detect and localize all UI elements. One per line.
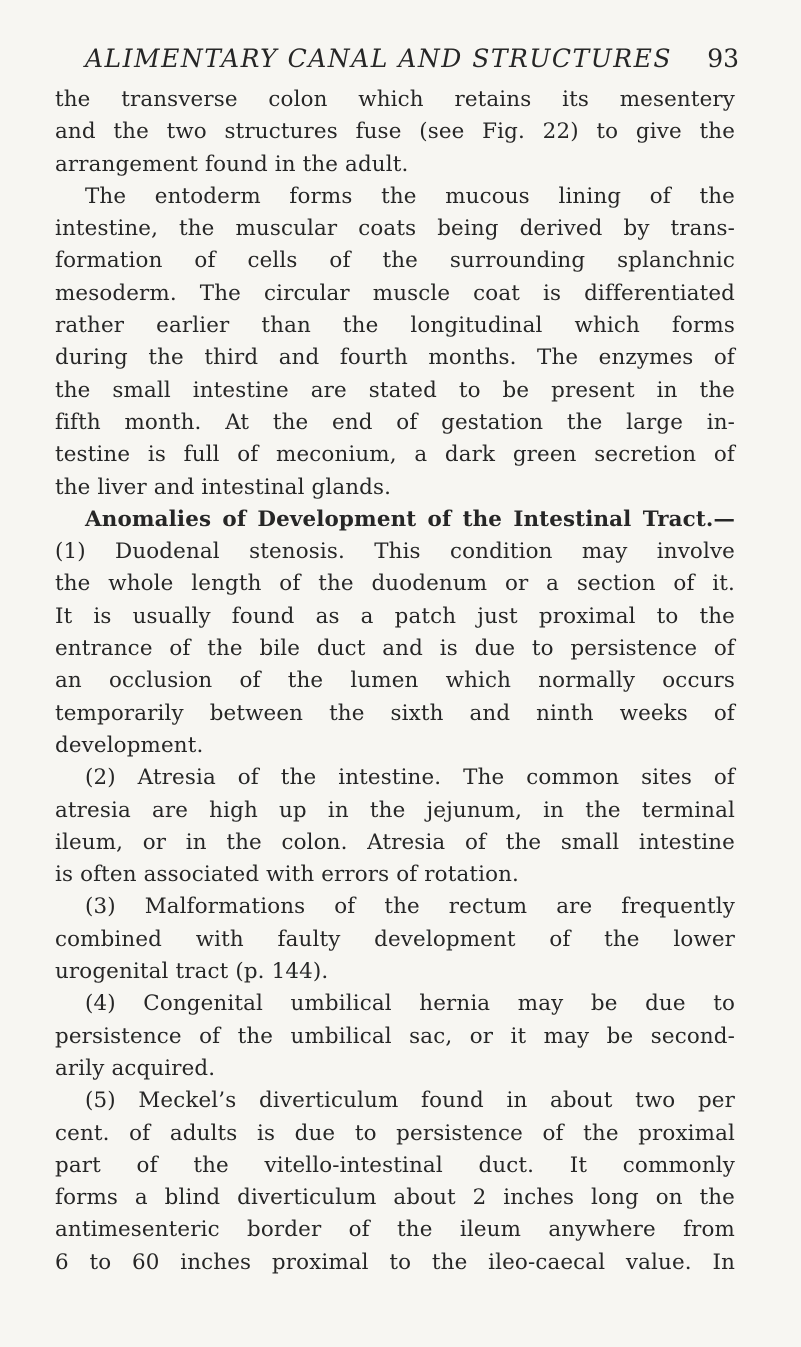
text-line: mesoderm. The circular muscle coat is differentiated [55,280,735,306]
text-line: intestine, the muscular coats being derived by trans- [55,216,735,242]
text-line: forms a blind diverticulum about 2 inches long on the [55,1185,735,1211]
text-line: (1) Duodenal stenosis. This condition may involve [55,539,735,565]
paragraph [55,762,735,891]
text-line: ileum, or in the colon. Atresia of the small intestine [55,829,735,855]
paragraph [55,84,735,181]
text-line: antimesenteric border of the ileum anywhere from [55,1217,735,1243]
text-line: the small intestine are stated to be present in the [55,377,735,403]
text-line: 6 to 60 inches proximal to the ileo-caecal value. In [55,1249,735,1275]
running-head [55,44,739,84]
paragraph [55,891,735,988]
text-line: temporarily between the sixth and ninth weeks of [55,700,735,726]
text-line: cent. of adults is due to persistence of the proximal [55,1120,735,1146]
paragraph [55,988,735,1085]
book-page [55,44,739,1279]
text-line: the transverse colon which retains its mesentery [55,87,735,112]
text-line: entrance of the bile duct and is due to persistence of [55,636,735,662]
page-number: 93 [707,44,739,73]
text-line: (5) Meckel’s diverticulum found in about two per [85,1088,735,1114]
text-line: fifth month. At the end of gestation the large in- [55,409,735,435]
running-head-title: ALIMENTARY CANAL AND STRUCTURES [85,44,672,73]
text-line: arily acquired. [55,1055,216,1081]
text-line: the liver and intestinal glands. [55,474,392,500]
text-line: (3) Malformations of the rectum are frequently [85,894,735,920]
text-line: the whole length of the duodenum or a section of it. [55,571,735,597]
text-line: urogenital tract (p. 144). [55,959,329,985]
text-line: It is usually found as a patch just proximal to the [55,603,735,629]
text-line: persistence of the umbilical sac, or it may be second- [55,1023,735,1049]
text-line: The entoderm forms the mucous lining of the [85,183,735,209]
text-line: development. [55,732,204,758]
paragraph [55,504,735,762]
body-text [55,84,735,1279]
text-line: formation of cells of the surrounding splanchnic [55,248,735,274]
text-line: rather earlier than the longitudinal which forms [55,313,735,339]
text-line: is often associated with errors of rotation. [55,862,520,888]
text-line: (4) Congenital umbilical hernia may be due to [85,991,735,1017]
text-line: an occlusion of the lumen which normally occurs [55,668,735,694]
text-line: and the two structures fuse (see Fig. 22) to give the [55,119,735,145]
text-line: testine is full of meconium, a dark green secretion of [55,442,735,468]
paragraph [55,181,735,504]
text-line: (2) Atresia of the intestine. The common sites of [85,765,735,791]
text-line: part of the vitello-intestinal duct. It commonly [55,1152,735,1178]
section-heading: Anomalies of Development of the Intestinal Tract.— [85,506,735,532]
text-line: arrangement found in the adult. [55,151,409,177]
text-line: combined with faulty development of the lower [55,926,735,952]
text-line: during the third and fourth months. The enzymes of [55,345,735,371]
paragraph [55,1085,735,1279]
text-line: atresia are high up in the jejunum, in the terminal [55,797,735,823]
